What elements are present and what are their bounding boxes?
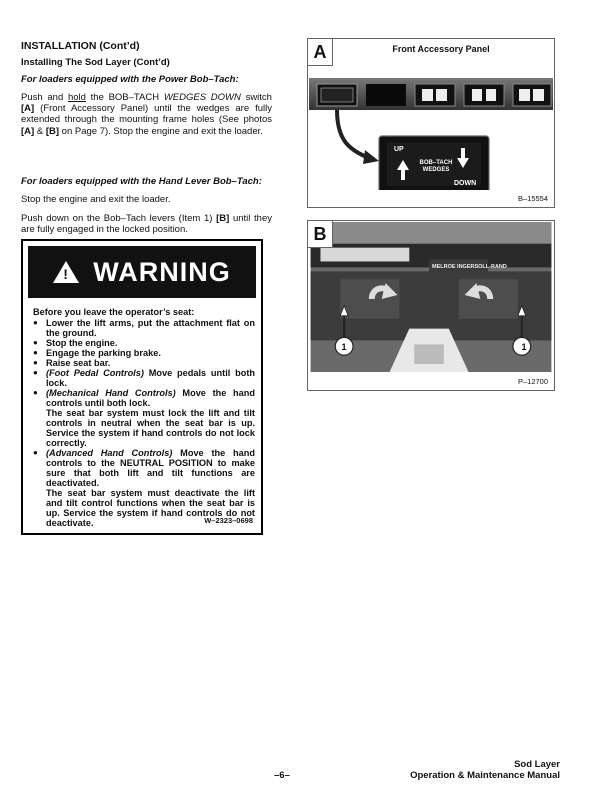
switch-up-label: UP: [394, 146, 404, 153]
section-subheading: Installing The Sod Layer (Cont’d): [21, 57, 170, 68]
figure-a: [307, 38, 555, 208]
figure-b-code: P–12700: [517, 377, 548, 386]
figure-a-letter: A: [308, 39, 333, 66]
switch-wedges-label: BOB–TACH WEDGES: [419, 160, 453, 173]
power-bobtach-heading: For loaders equipped with the Power Bob–Tach:: [21, 74, 239, 85]
warning-item-text: Stop the engine.: [46, 338, 118, 348]
warning-item-text: Move pedals until both lock.: [46, 368, 255, 388]
warning-body: [33, 307, 255, 528]
warning-list: [33, 318, 255, 528]
hand-lever-paragraph-1: Stop the engine and exit the loader.: [21, 194, 171, 205]
warning-item-text: Move the hand controls to the NEUTRAL POSITION to make sure that both lift and tilt functions are deactivated.: [46, 448, 255, 488]
figure-b-letter: B: [308, 221, 333, 248]
warning-item: [33, 348, 255, 358]
warning-item-text: Engage the parking brake.: [46, 348, 161, 358]
warning-item-condition: (Advanced Hand Controls): [46, 448, 173, 458]
warning-box: [21, 239, 263, 535]
warning-item: [33, 368, 255, 388]
warning-item-condition: (Mechanical Hand Controls): [46, 388, 176, 398]
warning-item: [33, 318, 255, 338]
switch-down-label: DOWN: [454, 180, 477, 187]
machine-label: MELROE INGERSOLL-RAND: [432, 264, 507, 270]
warning-item-note: The seat bar system must deactivate the lift and tilt control functions when the seat bar is up. Service the system if hand controls do not deactivate.: [46, 488, 255, 528]
figure-a-title: Front Accessory Panel: [392, 44, 490, 54]
warning-item: [33, 358, 255, 368]
warning-triangle-icon: !: [53, 261, 79, 283]
warning-item: [33, 388, 255, 448]
figure-a-code: B–15554: [517, 194, 548, 203]
callout-left: 1: [341, 342, 347, 352]
footer-line-1: Sod Layer: [514, 759, 560, 770]
footer-line-2: Operation & Maintenance Manual: [410, 770, 560, 781]
warning-item-condition: (Foot Pedal Controls): [46, 368, 144, 378]
warning-item: [33, 338, 255, 348]
power-bobtach-paragraph: Push and hold the BOB–TACH WEDGES DOWN switch [A] (Front Accessory Panel) until the wedges are fully extended through the mounting frame holes (See photos [A] & [B] on Page 7). Stop the engine and exit the loader.: [21, 92, 272, 137]
warning-header: [28, 246, 256, 298]
callout-right: 1: [521, 342, 527, 352]
hand-lever-heading: For loaders equipped with the Hand Lever Bob–Tach:: [21, 176, 262, 187]
hand-lever-paragraph-2: Push down on the Bob–Tach levers (Item 1) [B] until they are fully engaged in the locked position.: [21, 213, 272, 236]
warning-item-text: Move the hand controls until both lock.: [46, 388, 255, 408]
warning-item-note: The seat bar system must lock the lift and tilt controls in neutral when the seat bar is up. Service the system if hand controls do not lock correctly.: [46, 408, 255, 448]
warning-lead: Before you leave the operator’s seat:: [33, 307, 195, 317]
warning-word: WARNING: [93, 256, 231, 287]
warning-code: W–2323–0698: [204, 516, 253, 525]
warning-item-text: Raise seat bar.: [46, 358, 111, 368]
figure-b: [307, 220, 555, 391]
page-number: –6–: [274, 770, 290, 781]
warning-item-text: Lower the lift arms, put the attachment flat on the ground.: [46, 318, 255, 338]
page-heading: INSTALLATION (Cont’d): [21, 40, 140, 52]
